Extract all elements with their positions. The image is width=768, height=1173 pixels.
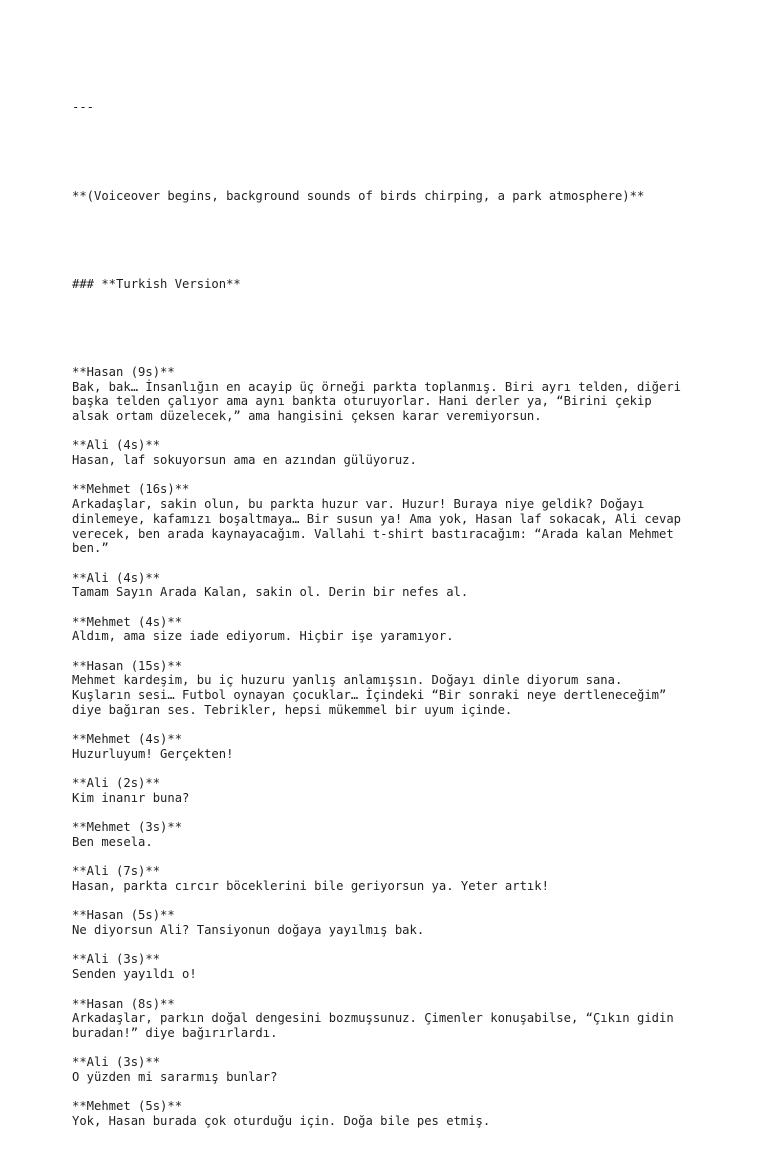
dialogue-line: Hasan, laf sokuyorsun ama en azından gülüyoruz. (72, 453, 417, 468)
dialogue-line: Ne diyorsun Ali? Tansiyonun doğaya yayılmış bak. (72, 923, 425, 938)
speaker-label: **Mehmet (16s)** (72, 482, 190, 497)
dialogue-block (72, 438, 712, 482)
dialogue-block (72, 365, 712, 438)
speaker-label: **Ali (4s)** (72, 570, 161, 585)
blank-line (72, 424, 712, 439)
speaker-label: **Mehmet (3s)** (72, 820, 183, 835)
dialogue-line: diye bağıran ses. Tebrikler, hepsi mükemmel bir uyum içinde. (72, 702, 513, 717)
separator-line: --- (72, 100, 95, 115)
dialogue-line: dinlemeye, kafamızı boşaltmaya… Bir susun ya! Ama yok, Hasan laf sokacak, Ali cevap (72, 511, 682, 526)
dialogue-line: Tamam Sayın Arada Kalan, sakin ol. Derin bir nefes al. (72, 585, 469, 600)
dialogue-block (72, 482, 712, 570)
blank-line (72, 938, 712, 953)
dialogue-block (72, 997, 712, 1056)
blank-line (72, 145, 712, 160)
blank-line (72, 644, 712, 659)
dialogue-line: Kim inanır buna? (72, 790, 190, 805)
blank-line (72, 1129, 712, 1144)
dialogue-line: verecek, ben arada kaynayacağım. Vallahi t-shirt bastıracağım: “Arada kalan Mehmet (72, 526, 674, 541)
dialogue-line: Yok, Hasan burada çok oturduğu için. Doğa bile pes etmiş. (72, 1114, 491, 1129)
speaker-label: **Ali (7s)** (72, 864, 161, 879)
dialogue-line: Hasan, parkta cırcır böceklerini bile geriyorsun ya. Yeter artık! (72, 879, 549, 894)
speaker-label: **Ali (3s)** (72, 952, 161, 967)
dialogue-line: Arkadaşlar, sakin olun, bu parkta huzur var. Huzur! Buraya niye geldik? Doğayı (72, 497, 645, 512)
dialogue-line: O yüzden mi sararmış bunlar? (72, 1069, 278, 1084)
dialogue-line: Kuşların sesi… Futbol oynayan çocuklar… İçindeki “Bir sonraki neye dertleneceğim” (72, 688, 667, 703)
dialogue-line: Aldım, ama size iade ediyorum. Hiçbir işe yaramıyor. (72, 629, 454, 644)
dialogue-line: ben.” (72, 541, 109, 556)
blank-line (72, 894, 712, 909)
speaker-label: **Hasan (15s)** (72, 658, 183, 673)
speaker-label: **Mehmet (4s)** (72, 732, 183, 747)
blank-line (72, 600, 712, 615)
voiceover-direction: **(Voiceover begins, background sounds of birds chirping, a park atmosphere)** (72, 188, 645, 203)
dialogue-line: buradan!” diye bağırırlardı. (72, 1025, 278, 1040)
dialogue-block (72, 864, 712, 908)
dialogue-block (72, 820, 712, 864)
speaker-label: **Hasan (9s)** (72, 364, 175, 379)
speaker-label: **Mehmet (4s)** (72, 614, 183, 629)
blank-line (72, 806, 712, 821)
speaker-label: **Mehmet (5s)** (72, 1099, 183, 1114)
section-heading: ### **Turkish Version** (72, 276, 241, 291)
dialogue-block (72, 908, 712, 952)
speaker-label: **Hasan (8s)** (72, 996, 175, 1011)
dialogue-line: Mehmet kardeşim, bu iç huzuru yanlış anlamışsın. Doğayı dinle diyorum sana. (72, 673, 623, 688)
dialogue-line: başka telden çalıyor ama aynı bankta oturuyorlar. Hani derler ya, “Birini çekip (72, 394, 652, 409)
blank-line (72, 762, 712, 777)
dialogue-block (72, 732, 712, 776)
dialogue-line: Arkadaşlar, parkın doğal dengesini bozmuşsunuz. Çimenler konuşabilse, “Çıkın gidin (72, 1011, 674, 1026)
dialogue-block (72, 1055, 712, 1099)
speaker-label: **Ali (3s)** (72, 1055, 161, 1070)
blank-line (72, 982, 712, 997)
dialogue-block (72, 615, 712, 659)
blank-line (72, 850, 712, 865)
dialogue-line: Senden yayıldı o! (72, 967, 197, 982)
script-text (72, 71, 712, 1173)
blank-line (72, 468, 712, 483)
blank-line (72, 1085, 712, 1100)
dialogue-block (72, 1099, 712, 1143)
dialogue-block (72, 776, 712, 820)
dialogue-line: Ben mesela. (72, 834, 153, 849)
blank-line (72, 321, 712, 336)
dialogue-block (72, 659, 712, 732)
speaker-label: **Hasan (5s)** (72, 908, 175, 923)
blank-line (72, 233, 712, 248)
blank-line (72, 717, 712, 732)
dialogue-line: alsak ortam düzelecek,” ama hangisini çeksen karar veremiyorsun. (72, 409, 542, 424)
blank-line (72, 556, 712, 571)
dialogue-line: Huzurluyum! Gerçekten! (72, 746, 234, 761)
dialogue-list (72, 365, 712, 1143)
blank-line (72, 1041, 712, 1056)
dialogue-block (72, 571, 712, 615)
dialogue-line: Bak, bak… İnsanlığın en acayip üç örneği parkta toplanmış. Biri ayrı telden, diğeri (72, 379, 682, 394)
speaker-label: **Ali (4s)** (72, 438, 161, 453)
dialogue-block (72, 952, 712, 996)
speaker-label: **Ali (2s)** (72, 776, 161, 791)
